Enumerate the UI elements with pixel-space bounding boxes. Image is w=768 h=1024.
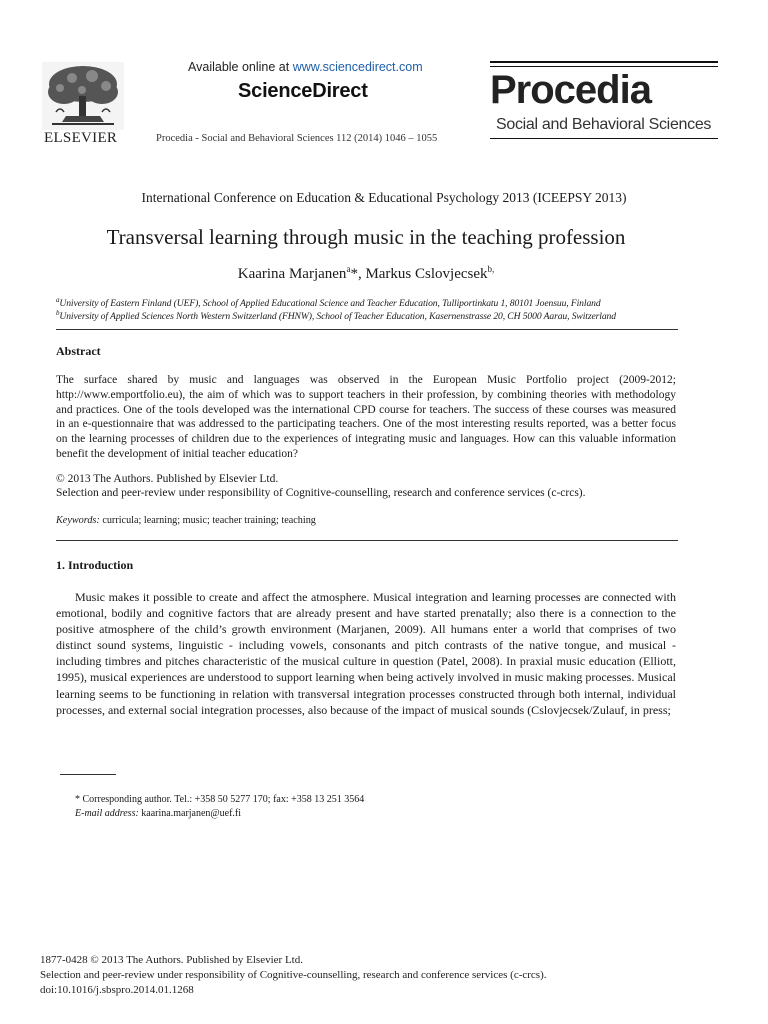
copyright-line: © 2013 The Authors. Published by Elsevier Ltd. (56, 473, 279, 485)
procedia-top-rule-thin (490, 66, 718, 67)
email-note (75, 808, 241, 819)
procedia-top-rule (490, 61, 718, 63)
author-list (0, 264, 732, 283)
keywords-label: Keywords: (56, 515, 100, 526)
bottom-review-line: Selection and peer-review under responsibility of Cognitive-counselling, research and conference services (c-crcs). (40, 969, 547, 981)
peer-review-line: Selection and peer-review under responsibility of Cognitive-counselling, research and conference services (c-crcs). (56, 487, 586, 499)
author-1: Kaarina Marjanen (237, 266, 347, 282)
conference-name: International Conference on Education & Educational Psychology 2013 (ICEEPSY 2013) (141, 190, 627, 205)
email-label: E-mail address: (75, 808, 139, 819)
doi-line[interactable]: doi:10.1016/j.sbspro.2014.01.1268 (40, 984, 194, 996)
issn-line: 1877-0428 © 2013 The Authors. Published by Elsevier Ltd. (40, 954, 303, 966)
procedia-subtitle: Social and Behavioral Sciences (496, 116, 712, 133)
corresponding-author-note: * Corresponding author. Tel.: +358 50 5277 170; fax: +358 13 251 3564 (75, 794, 365, 805)
footnote-rule (60, 774, 116, 775)
section-heading-introduction: 1. Introduction (56, 558, 134, 572)
affiliation-a (56, 296, 716, 309)
affiliation-b (56, 309, 716, 322)
procedia-logo: Procedia (490, 68, 651, 112)
abstract-text: The surface shared by music and languages was observed in the European Music Portfolio project (2009-2012; http://www.emportfolio.eu), the aim of which was to support teachers in their profession, by combining theories with methodology and practices. One of the tools developed was the international CPD course for teachers. The success of these courses was measured in an e-questionnaire that was addressed to the participating teachers. One of the most interesting results reported, was a better focus on the learning processes of children due to the experiences of integrating music and languages. How can this valuable information benefit the development of initial teacher education? (56, 374, 676, 460)
journal-reference: Procedia - Social and Behavioral Sciences 112 (2014) 1046 – 1055 (156, 133, 438, 144)
sciencedirect-logo: ScienceDirect (238, 80, 368, 102)
available-prefix: Available online at (188, 60, 293, 74)
elsevier-wordmark: ELSEVIER (44, 130, 118, 146)
author-1-affil: a (346, 264, 351, 274)
abstract-top-rule (56, 329, 678, 330)
affiliation-b-text: University of Applied Sciences North Western Switzerland (FHNW), School of Teacher Education, Kasernenstrasse 20, CH 5000 Aarau, Switzerland (59, 311, 616, 323)
email-address[interactable]: kaarina.marjanen@uef.fi (138, 808, 242, 819)
availability-line (188, 60, 423, 74)
paper-title: Transversal learning through music in the teaching profession (106, 225, 626, 249)
abstract-bottom-rule (56, 540, 678, 541)
keywords-line (56, 515, 316, 526)
introduction-text: Music makes it possible to create and affect the atmosphere. Musical integration and learning processes are connected with emotional, bodily and cognitive factors that are already present and have started prenatally; also there is a connection to the positive atmosphere of the child’s growth environment (Marjanen, 2009). All humans enter a world that comprises of two distinct sound systems, linguistic - including vowels, consonants and pitch contrasts of the native tongue, and musical - including timbres and pitches characteristic of the musical culture in question (Patel, 2008). In praxial music education (Elliott, 1995), musical experiences are understood to support learning when being actively involved in music making processes. Musical learning seems to be functioning in relation with transversal integration processes constructed through both internal, individual processes, and external social integration processes, also because of the impact of musical sounds (Cslovjecsek/Zulauf, in press; (56, 590, 676, 717)
abstract-heading: Abstract (56, 344, 101, 358)
affiliation-a-mark: a (56, 296, 60, 304)
sciencedirect-link[interactable]: www.sciencedirect.com (292, 60, 423, 74)
author-2: Markus Cslovjecsek (365, 266, 488, 282)
elsevier-tree-logo-icon (42, 62, 124, 130)
author-2-affil: b, (487, 264, 495, 274)
procedia-bottom-rule (490, 138, 718, 139)
affiliation-b-mark: b (56, 309, 60, 317)
keywords-list: curricula; learning; music; teacher training; teaching (99, 515, 316, 526)
author-1-mark: *, (350, 266, 366, 282)
affiliation-a-text: University of Eastern Finland (UEF), School of Applied Educational Science and Teacher Education, Tulliportinkatu 1, 80101 Joensuu, Finland (59, 298, 601, 310)
